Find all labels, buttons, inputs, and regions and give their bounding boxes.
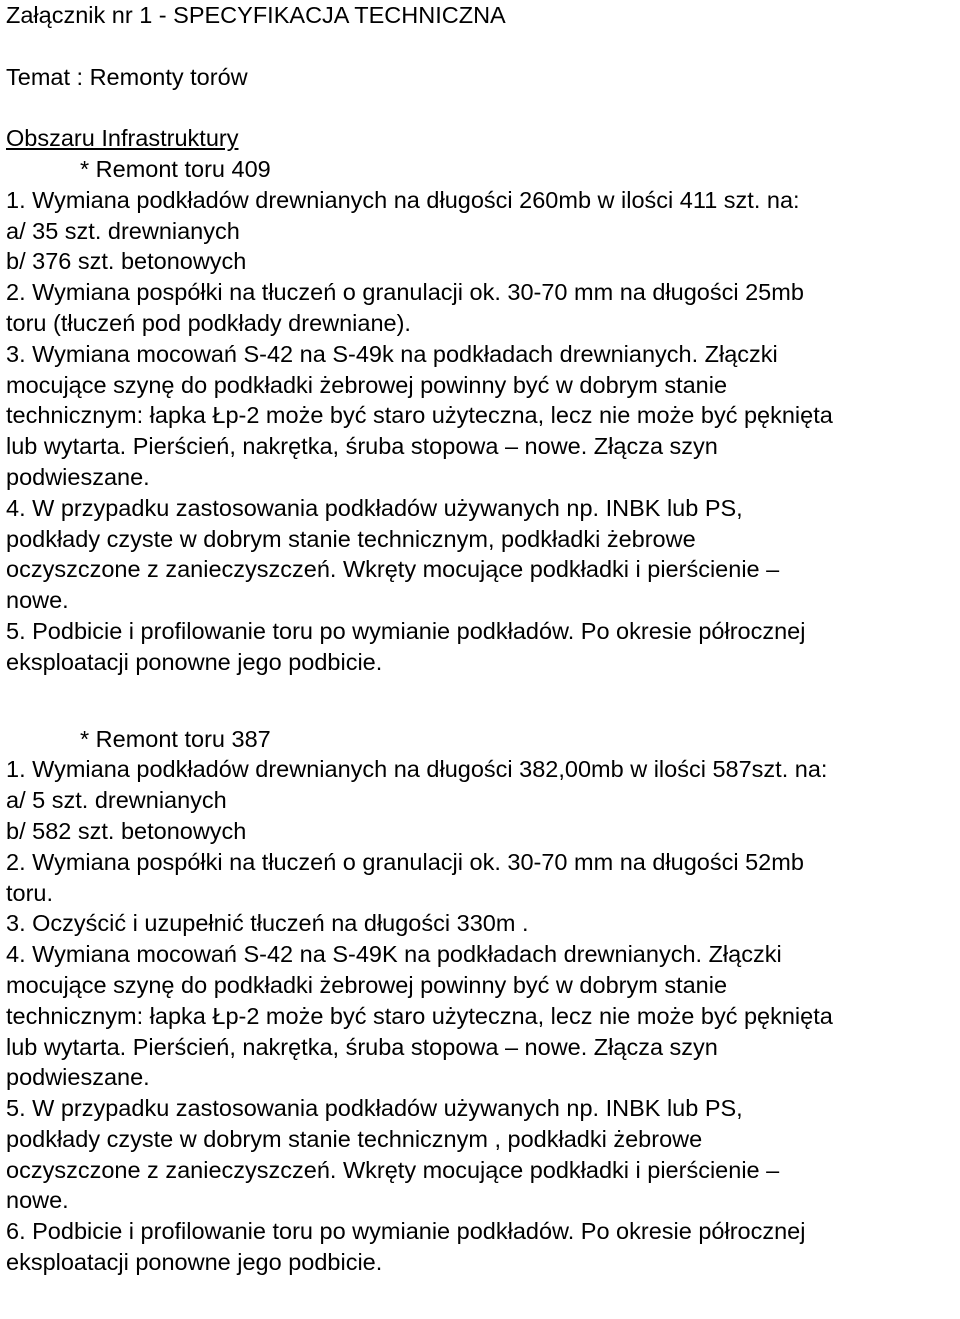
text-line: oczyszczone z zanieczyszczeń. Wkręty mocujące podkładki i pierścienie – (6, 556, 780, 583)
text-line: lub wytarta. Pierścień, nakrętka, śruba stopowa – nowe. Złącza szyn (6, 433, 718, 460)
section-heading: * Remont toru 387 (80, 725, 271, 752)
text-line: 5. W przypadku zastosowania podkładów używanych np. INBK lub PS, (6, 1095, 743, 1122)
spacer (6, 31, 958, 62)
text-line: 4. Wymiana mocowań S-42 na S-49K na podkładach drewnianych. Złączki (6, 941, 782, 968)
text-line: mocujące szynę do podkładki żebrowej powinny być w dobrym stanie (6, 371, 728, 398)
text-line: oczyszczone z zanieczyszczeń. Wkręty mocujące podkładki i pierścienie – (6, 1156, 780, 1183)
text-line: b/ 582 szt. betonowych (6, 817, 247, 844)
text-line: 2. Wymiana pospółki na tłuczeń o granulacji ok. 30-70 mm na długości 52mb (6, 848, 804, 875)
text-line: 6. Podbicie i profilowanie toru po wymianie podkładów. Po okresie półrocznej (6, 1218, 806, 1245)
text-line: a/ 35 szt. drewnianych (6, 217, 240, 244)
text-line: 2. Wymiana pospółki na tłuczeń o granulacji ok. 30-70 mm na długości 25mb (6, 279, 804, 306)
section-track-387 (6, 724, 958, 1278)
text-line: 3. Wymiana mocowań S-42 na S-49k na podkładach drewnianych. Złączki (6, 340, 778, 367)
section-track-409 (6, 154, 958, 678)
text-line: technicznym: łapka Łp-2 może być staro użyteczna, lecz nie może być pęknięta (6, 402, 833, 429)
area-heading: Obszaru Infrastruktury (6, 125, 239, 152)
text-line: nowe. (6, 1187, 69, 1214)
text-line: eksploatacji ponowne jego podbicie. (6, 648, 383, 675)
text-line: mocujące szynę do podkładki żebrowej powinny być w dobrym stanie (6, 971, 728, 998)
text-line: toru (tłuczeń pod podkłady drewniane). (6, 309, 411, 336)
section-heading: * Remont toru 409 (80, 155, 271, 182)
text-line: technicznym: łapka Łp-2 może być staro użyteczna, lecz nie może być pęknięta (6, 1002, 833, 1029)
text-line: podkłady czyste w dobrym stanie technicznym, podkładki żebrowe (6, 525, 696, 552)
text-line: nowe. (6, 587, 69, 614)
spacer (6, 92, 958, 123)
text-line: podkłady czyste w dobrym stanie technicznym , podkładki żebrowe (6, 1125, 703, 1152)
text-line: podwieszane. (6, 463, 150, 490)
text-line: toru. (6, 879, 54, 906)
document-topic: Temat : Remonty torów (6, 63, 248, 90)
text-line: 1. Wymiana podkładów drewnianych na długości 382,00mb w ilości 587szt. na: (6, 756, 828, 783)
text-line: a/ 5 szt. drewnianych (6, 787, 227, 814)
document-title: Załącznik nr 1 - SPECYFIKACJA TECHNICZNA (6, 2, 506, 28)
text-line: b/ 376 szt. betonowych (6, 248, 247, 275)
text-line: 3. Oczyścić i uzupełnić tłuczeń na długości 330m . (6, 910, 529, 937)
text-line: eksploatacji ponowne jego podbicie. (6, 1249, 383, 1276)
document-page (6, 0, 958, 1278)
text-line: 5. Podbicie i profilowanie toru po wymianie podkładów. Po okresie półrocznej (6, 617, 806, 644)
spacer (6, 678, 958, 724)
text-line: podwieszane. (6, 1064, 150, 1091)
text-line: 1. Wymiana podkładów drewnianych na długości 260mb w ilości 411 szt. na: (6, 186, 800, 213)
text-line: 4. W przypadku zastosowania podkładów używanych np. INBK lub PS, (6, 494, 743, 521)
text-line: lub wytarta. Pierścień, nakrętka, śruba stopowa – nowe. Złącza szyn (6, 1033, 718, 1060)
